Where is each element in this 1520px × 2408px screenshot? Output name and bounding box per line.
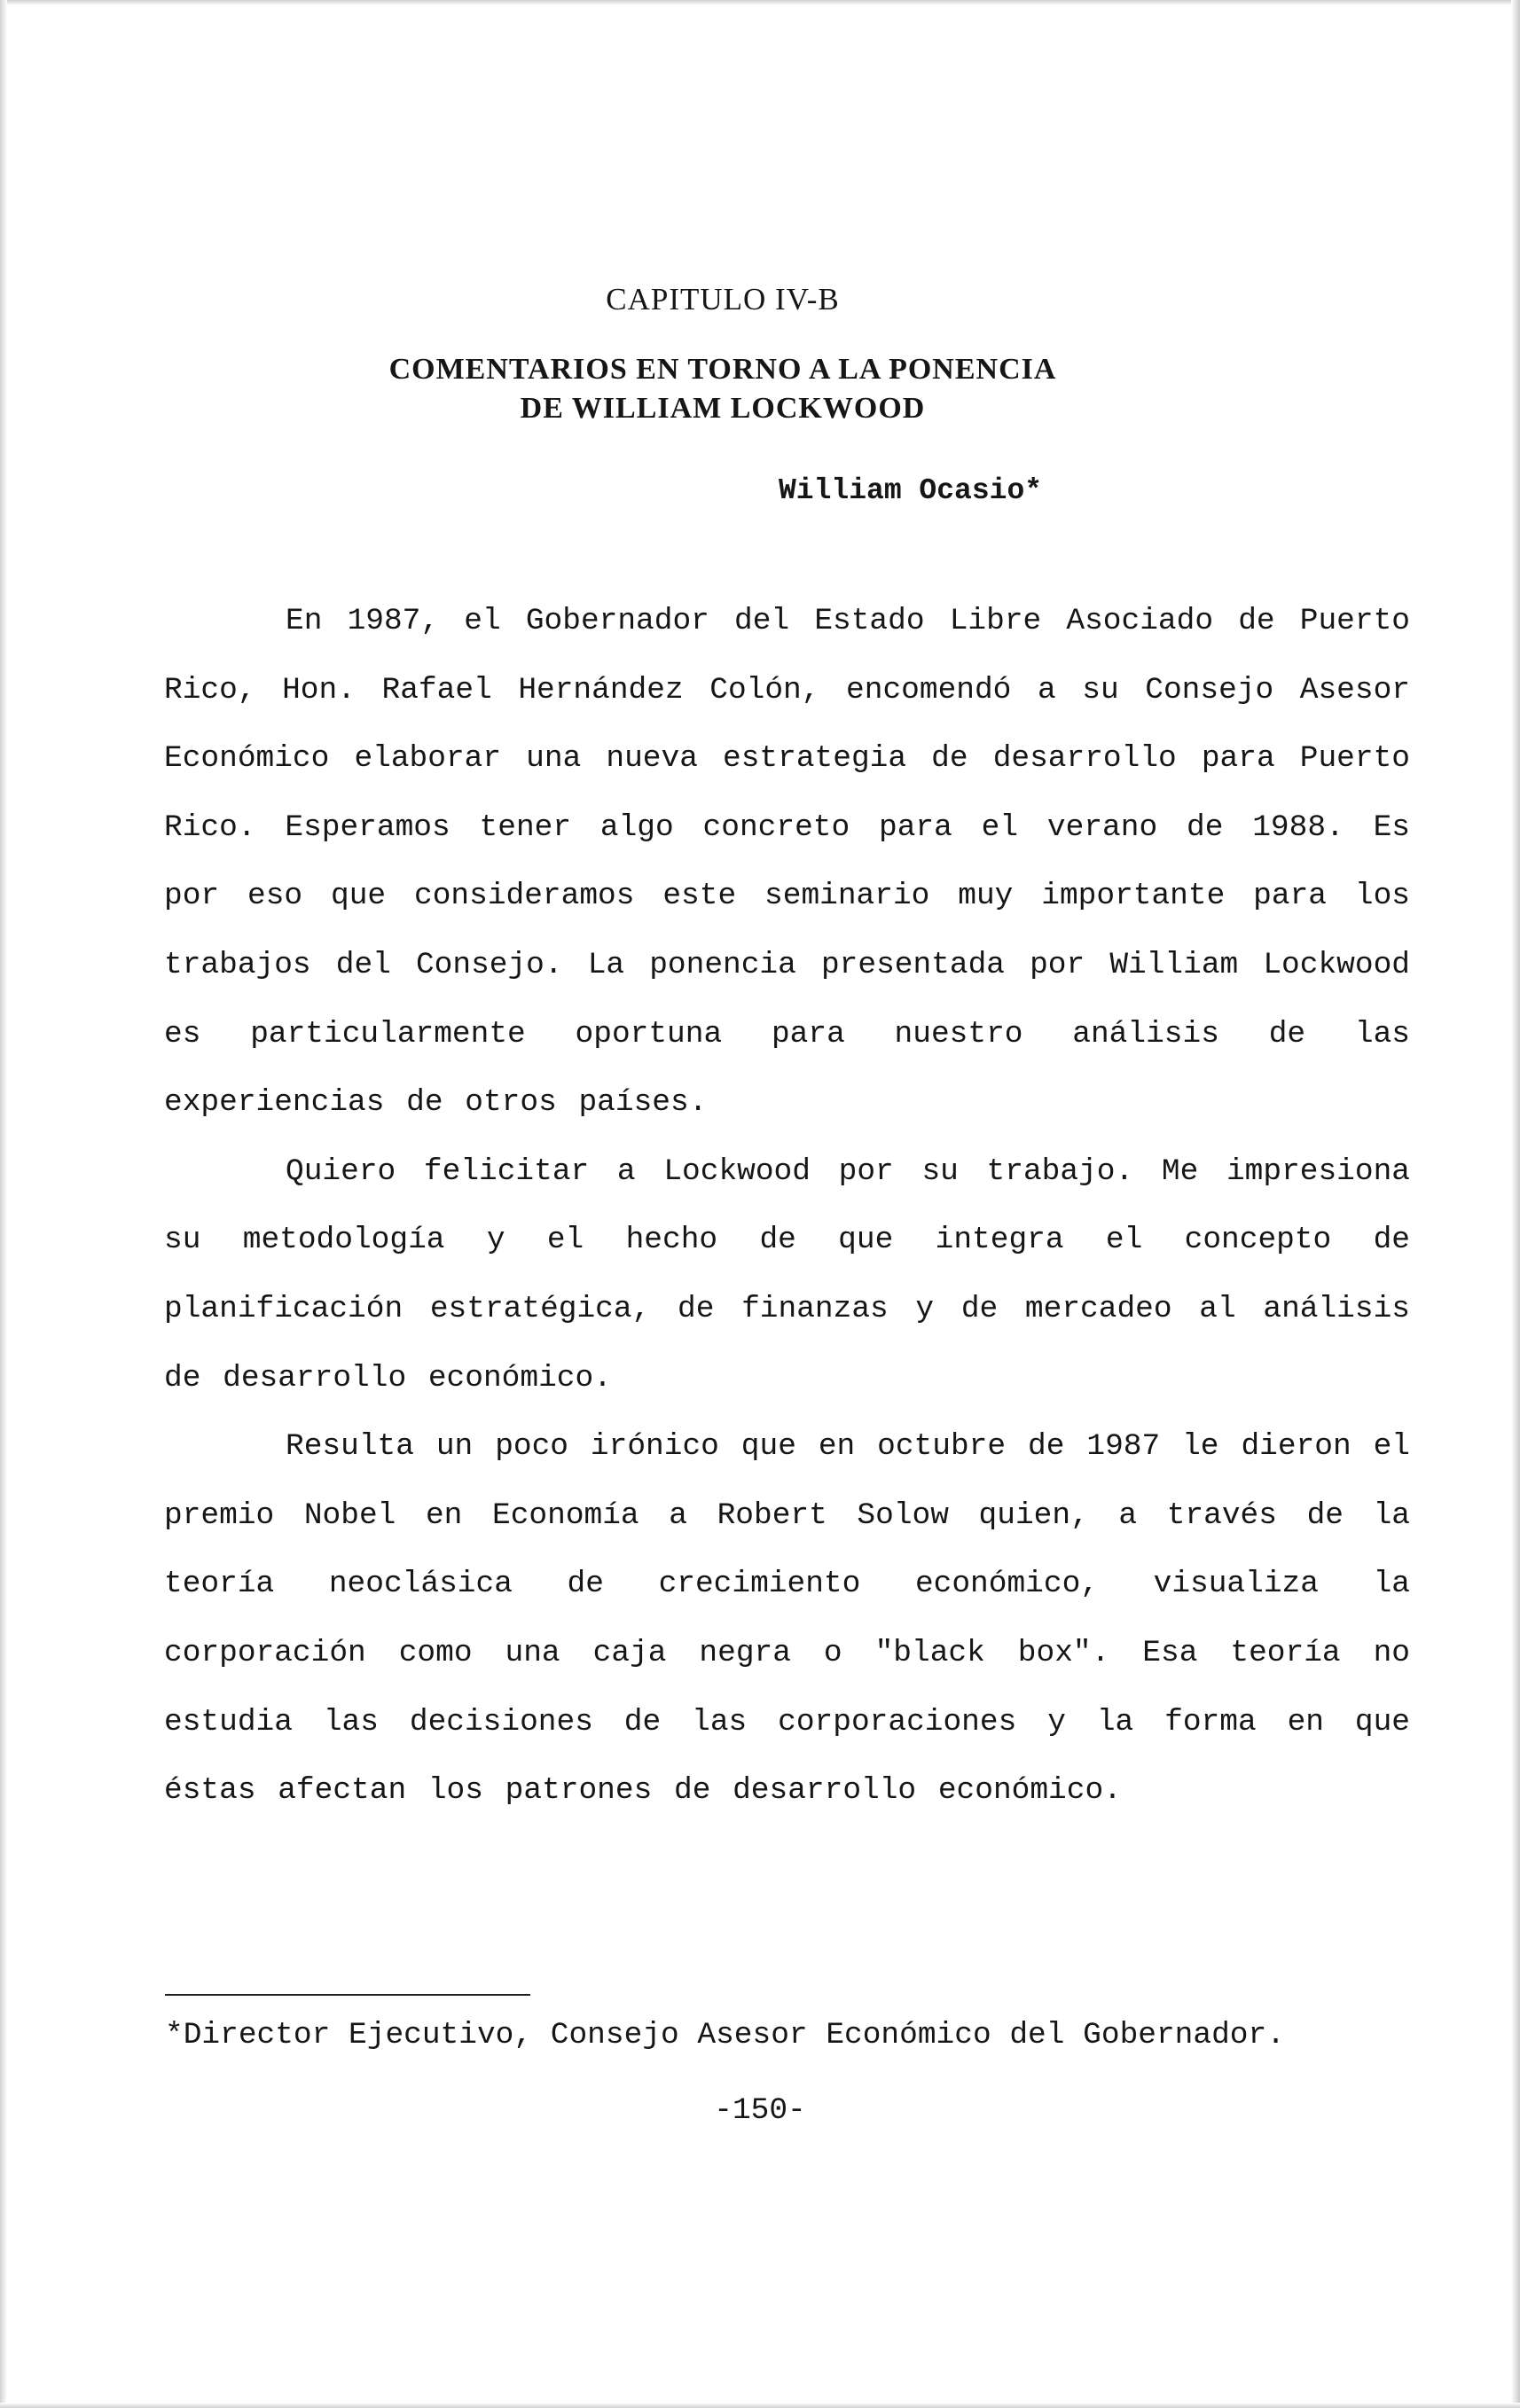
page-number: -150-: [714, 2093, 806, 2128]
author-name: William Ocasio*: [779, 474, 1043, 507]
scan-edge-top: [0, 0, 1520, 5]
chapter-label: CAPITULO IV-B: [606, 282, 840, 317]
footnote: *Director Ejecutivo, Consejo Asesor Económico del Gobernador.: [165, 2018, 1285, 2052]
paragraph-2: Quiero felicitar a Lockwood por su trabajo. Me impresiona su metodología y el hecho de que integra el concepto de planificación estratégica, de finanzas y de mercadeo al análisis de desarrollo económico.: [164, 1153, 1410, 1396]
chapter-title: [0, 350, 1446, 428]
scan-edge-bottom: [0, 2403, 1520, 2408]
chapter-title-line-1: COMENTARIOS EN TORNO A LA PONENCIA: [388, 353, 1057, 386]
paragraph-1: En 1987, el Gobernador del Estado Libre Asociado de Puerto Rico, Hon. Rafael Hernández Colón, encomendó a su Consejo Asesor Económico elaborar una nueva estrategia de desarrollo para Puerto Rico. Esperamos tener algo concreto para el verano de 1988. Es por eso que consideramos este seminario muy importante para los trabajos del Consejo. La ponencia presentada por William Lockwood es particularmente oportuna para nuestro análisis de las experiencias de otros países.: [164, 604, 1410, 1121]
body-text: [164, 587, 1410, 1826]
scan-edge-right: [1511, 0, 1520, 2408]
paragraph-3: Resulta un poco irónico que en octubre de 1987 le dieron el premio Nobel en Economía a Robert Solow quien, a través de la teoría neoclásica de crecimiento económico, visualiza la corporación como una caja negra o "black box". Esa teoría no estudia las decisiones de las corporaciones y la forma en que éstas afectan los patrones de desarrollo económico.: [164, 1429, 1410, 1809]
footnote-rule: [165, 1994, 530, 1996]
chapter-title-line-2: DE WILLIAM LOCKWOOD: [520, 392, 926, 425]
